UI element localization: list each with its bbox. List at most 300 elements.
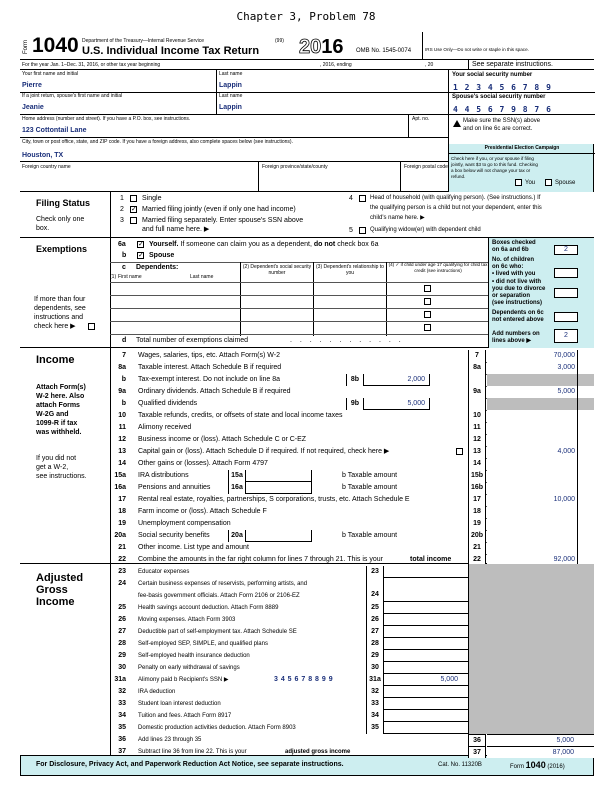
agi-line-box-label: 29: [366, 650, 384, 662]
footer-form-num: 1040: [525, 760, 546, 770]
tax-year-20: , 20: [425, 62, 434, 68]
agi-line-num: 26: [118, 616, 126, 623]
ex-not-lived-box[interactable]: [554, 288, 578, 298]
income-line-num: 9a: [118, 388, 126, 395]
income-right-line-label: [468, 374, 486, 386]
ex-r1: Boxes checked: [492, 240, 536, 246]
agi-amount-field[interactable]: [384, 566, 468, 578]
income-amount-field[interactable]: 10,000: [487, 494, 577, 506]
income-amount-field[interactable]: 5,000: [487, 386, 577, 398]
line-13-checkbox[interactable]: [456, 448, 463, 455]
agi-line-box-label: 23: [366, 566, 384, 578]
agi-title-2: Gross: [36, 584, 68, 596]
total-income-bold: total income: [410, 556, 452, 563]
dep-1-ctc-checkbox[interactable]: [424, 285, 431, 292]
fs-qw-checkbox[interactable]: [359, 227, 366, 234]
income-cents-field[interactable]: [577, 482, 594, 494]
agi-line-num: 33: [118, 700, 126, 707]
form-footer: [20, 756, 594, 776]
ex-col3-header: (3) Dependent's relationship to you: [316, 264, 384, 276]
agi-section: [20, 564, 594, 756]
income-cents-field[interactable]: [577, 362, 594, 374]
income-cents-field[interactable]: [577, 350, 594, 362]
ex-total-value[interactable]: 2: [554, 329, 578, 343]
income-amount-field[interactable]: [487, 434, 577, 446]
check-icon: ✓: [138, 241, 144, 248]
fs-hoh-label-2: the qualifying person is a child but not your dependent, enter this: [370, 205, 542, 211]
ex-6a-num: 6a: [118, 241, 126, 248]
agi-line-num: 27: [118, 628, 126, 635]
ex-side-3: instructions and: [34, 314, 84, 321]
fs-mfj-checkbox[interactable]: [130, 206, 137, 213]
agi-line-text: Educator expenses: [138, 569, 190, 575]
fs-qw-label: Qualifying widow(er) with dependent child: [370, 227, 481, 233]
foreign-country-label: Foreign country name: [22, 164, 71, 170]
income-line-text: Business income or (loss). Attach Schedule C or C-EZ: [138, 436, 307, 443]
income-line-text: Farm income or (loss). Attach Schedule F: [138, 508, 267, 515]
agi-amount-field[interactable]: 5,000: [384, 674, 468, 686]
agi-amount-field[interactable]: [384, 686, 468, 698]
income-line-num: 19: [118, 520, 126, 527]
fs-hoh-label-3: child's name here. ▶: [370, 215, 425, 221]
spouse-last-name-field[interactable]: Lappin: [219, 104, 242, 111]
inline-line-label: 15a: [228, 470, 246, 482]
dept-label: Department of the Treasury—Internal Revenue Service: [82, 38, 205, 44]
form-number: 1040: [32, 34, 79, 57]
spouse-ssn-field[interactable]: 4 4 5 6 7 9 8 7 6: [453, 105, 552, 114]
agi-36-num: 36: [118, 736, 126, 743]
agi-line-box-label: 33: [366, 698, 384, 710]
income-line-text: IRA distributions: [138, 472, 189, 479]
income-right-line-label: 17: [468, 494, 486, 506]
agi-line-text: Deductible part of self-employment tax. Attach Schedule SE: [138, 629, 297, 635]
inline-line-label: 16a: [228, 482, 246, 494]
page-title: Chapter 3, Problem 78: [236, 10, 376, 23]
last-name-label: Last name: [219, 71, 243, 77]
spouse-last-name-label: Last name: [219, 93, 243, 99]
agi-amount-field[interactable]: [384, 650, 468, 662]
agi-37-text: Subtract line 36 from line 22. This is your: [138, 749, 247, 755]
ex-col1-last: Last name: [190, 274, 214, 280]
see-separate-instructions: See separate instructions.: [472, 61, 553, 68]
agi-36-amount[interactable]: 5,000: [487, 734, 594, 746]
apt-label: Apt. no.: [412, 116, 430, 122]
income-line-text: Pensions and annuities: [138, 484, 211, 491]
income-cents-field: [577, 398, 594, 410]
inline-amount-field[interactable]: [246, 470, 312, 482]
fs-2-num: 2: [120, 206, 124, 213]
ex-yourself-checkbox[interactable]: [137, 241, 144, 248]
income-line-num: 20a: [114, 532, 126, 539]
income-line-num: b: [121, 376, 126, 383]
income-line-text: Taxable interest. Attach Schedule B if required: [138, 364, 282, 371]
spouse-first-name-label: If a joint return, spouse's first name and initial: [22, 93, 123, 99]
income-line-text: Tax-exempt interest. Do not include on line 8a: [138, 376, 281, 383]
address-field[interactable]: 123 Cottontail Lane: [22, 127, 87, 134]
agi-line-text: Self-employed health insurance deduction: [138, 653, 250, 659]
income-cents-field[interactable]: [577, 542, 594, 554]
agi-37-num: 37: [118, 748, 126, 755]
agi-line-box-label: 31a: [366, 674, 384, 686]
ssn-note-2: and on line 6c are correct.: [463, 126, 533, 132]
income-right-line-label: 13: [468, 446, 486, 458]
footer-year: (2016): [547, 764, 565, 770]
income-line-text: Qualified dividends: [138, 400, 198, 407]
inline-line-label: 20a: [228, 530, 246, 542]
taxable-amount-label: b Taxable amount: [342, 472, 398, 479]
pec-text-3: a box below will not change your tax or: [451, 168, 531, 173]
income-amount-field[interactable]: [487, 458, 577, 470]
income-right-line-label: 18: [468, 506, 486, 518]
ex-col1-num: (1): [110, 274, 117, 280]
check-only-one: Check only one: [36, 216, 85, 223]
income-side-4: W-2G and: [36, 411, 69, 418]
agi-amount-field[interactable]: [384, 602, 468, 614]
income-cents-field[interactable]: [577, 530, 594, 542]
agi-line-text: Certain business expenses of reservists, performing artists, and: [138, 581, 308, 587]
ex-side-2: dependents, see: [34, 305, 86, 312]
ex-lived-with-box[interactable]: [554, 268, 578, 278]
ex-col1-first: First name: [118, 274, 142, 280]
ex-dependents-label: Dependents:: [136, 264, 179, 271]
agi-title-3: Income: [36, 596, 75, 608]
agi-amount-field[interactable]: [384, 638, 468, 650]
ex-r13: lines above ▶: [492, 338, 531, 344]
footer-cat: Cat. No. 11320B: [438, 762, 482, 768]
agi-gray-block: [468, 564, 594, 734]
pec-spouse-label: Spouse: [555, 180, 576, 186]
agi-36-label: 36: [468, 734, 486, 746]
agi-line-box-label: 24: [366, 578, 384, 602]
agi-line-num: 25: [118, 604, 126, 611]
income-amount-field[interactable]: 70,000: [487, 350, 577, 362]
income-line-text: Alimony received: [138, 424, 192, 431]
income-line-num: 12: [118, 436, 126, 443]
agi-line-text: Alimony paid b Recipient's SSN ▶: [138, 677, 229, 683]
ex-spouse-checkbox[interactable]: [137, 252, 144, 259]
agi-line-box-label: 35: [366, 722, 384, 734]
form-word: Form: [23, 40, 29, 54]
income-side-2: W-2 here. Also: [36, 393, 85, 400]
income-cents-field[interactable]: [577, 470, 594, 482]
agi-line-num: 32: [118, 688, 126, 695]
income-amount-field[interactable]: [487, 470, 577, 482]
ex-r10: Dependents on 6c: [492, 310, 544, 316]
spouse-first-name-field[interactable]: Jeanie: [22, 104, 44, 111]
income-section: [20, 348, 594, 564]
ssn-label: Your social security number: [452, 72, 533, 78]
income-cents-field[interactable]: [577, 434, 594, 446]
agi-line-text-2: fee-basis government officials. Attach Form 2106 or 2106-EZ: [138, 593, 300, 599]
income-cents-field[interactable]: [577, 422, 594, 434]
fs-mfj-label: Married filing jointly (even if only one had income): [142, 206, 296, 213]
income-amount-field[interactable]: [487, 506, 577, 518]
ex-yourself-label: Yourself.: [149, 241, 179, 248]
income-side-1: Attach Form(s): [36, 384, 86, 391]
form-title: U.S. Individual Income Tax Return: [82, 45, 260, 57]
income-line-text: Combine the amounts in the far right column for lines 7 through 21. This is your: [138, 556, 383, 563]
check-icon: ✓: [131, 206, 137, 213]
agi-line-num: 35: [118, 724, 126, 731]
ex-r9: (see instructions): [492, 300, 543, 306]
foreign-postal-label: Foreign postal code: [404, 164, 448, 170]
income-side-9: see instructions.: [36, 473, 87, 480]
income-line-num: 18: [118, 508, 126, 515]
income-line-text: Ordinary dividends. Attach Schedule B if required: [138, 388, 291, 395]
income-right-line-label: [468, 398, 486, 410]
agi-amount-field[interactable]: [384, 626, 468, 638]
ex-side-4: check here ▶: [34, 323, 76, 330]
agi-line-num: 28: [118, 640, 126, 647]
income-cents-field[interactable]: [577, 410, 594, 422]
agi-line-box-label: 34: [366, 710, 384, 722]
address-label: Home address (number and street). If you have a P.O. box, see instructions.: [22, 116, 191, 122]
agi-line-num: 31a: [114, 676, 126, 683]
income-title: Income: [36, 354, 75, 366]
ex-r6: • did not live with: [492, 279, 542, 285]
income-cents-field[interactable]: [577, 458, 594, 470]
income-line-text: Taxable refunds, credits, or offsets of state and local income taxes: [138, 412, 343, 419]
income-line-num: 14: [118, 460, 126, 467]
income-cents-field[interactable]: [577, 446, 594, 458]
agi-amount-field[interactable]: [384, 722, 468, 734]
income-side-3: attach Forms: [36, 402, 80, 409]
fs-single-label: Single: [142, 195, 162, 202]
ex-6b-num: b: [122, 252, 127, 259]
ex-r8: or separation: [492, 293, 531, 299]
ex-total-label: Total number of exemptions claimed: [136, 337, 249, 344]
ex-r11: not entered above: [492, 317, 544, 323]
ssn-field[interactable]: 1 2 3 4 5 6 7 8 9: [453, 83, 552, 92]
income-amount-field[interactable]: [487, 530, 577, 542]
first-name-field[interactable]: Pierre: [22, 82, 42, 89]
income-side-7: If you did not: [36, 455, 77, 462]
fs-single-checkbox[interactable]: [130, 195, 137, 202]
ex-do-not: do not: [313, 241, 336, 248]
exemptions-title: Exemptions: [36, 244, 88, 254]
fs-mfs-label: Married filing separately. Enter spouse's SSN above: [142, 217, 304, 224]
agi-37-label: 37: [468, 746, 486, 758]
fs-3-num: 3: [120, 217, 124, 224]
filing-status-section: [20, 192, 594, 238]
income-right-line-label: 15b: [468, 470, 486, 482]
income-line-num: b: [121, 400, 126, 407]
agi-line-num: 24: [118, 580, 126, 587]
income-cents-field[interactable]: [577, 386, 594, 398]
income-line-text: Other income. List type and amount: [138, 544, 249, 551]
ex-other-deps-box[interactable]: [554, 312, 578, 322]
fs-1-num: 1: [120, 195, 124, 202]
city-field[interactable]: Houston, TX: [22, 152, 64, 159]
form-header: [20, 32, 594, 60]
pec-text-1: Check here if you, or your spouse if filing: [451, 156, 534, 161]
footer-form-word: Form: [510, 764, 524, 770]
income-amount-field[interactable]: [487, 482, 577, 494]
agi-line-num: 29: [118, 652, 126, 659]
income-line-text: Social security benefits: [138, 532, 210, 539]
agi-line-num: 34: [118, 712, 126, 719]
agi-line-box-label: 28: [366, 638, 384, 650]
warning-triangle-icon: [453, 120, 461, 127]
inline-line-label: 8b: [346, 374, 364, 386]
agi-line-text: Moving expenses. Attach Form 3903: [138, 617, 236, 623]
agi-amount-field[interactable]: [384, 614, 468, 626]
tax-year-line: For the year Jan. 1–Dec. 31, 2016, or other tax year beginning: [22, 62, 161, 68]
pec-spouse-checkbox[interactable]: [545, 179, 552, 186]
income-right-line-label: 10: [468, 410, 486, 422]
ex-6c-num: c: [122, 264, 126, 271]
dep-2-ctc-checkbox[interactable]: [424, 298, 431, 305]
agi-line-text: Self-employed SEP, SIMPLE, and qualified plans: [138, 641, 268, 647]
agi-line-text: Health savings account deduction. Attach Form 8889: [138, 605, 279, 611]
agi-line-box-label: 27: [366, 626, 384, 638]
ex-r12: Add numbers on: [492, 331, 540, 337]
agi-amount-field[interactable]: [384, 698, 468, 710]
income-cents-field: [577, 374, 594, 386]
inline-amount-field[interactable]: [246, 482, 312, 494]
agi-amount-field[interactable]: [384, 710, 468, 722]
recipient-ssn-field[interactable]: 3 4 5 6 7 8 8 9 9: [274, 676, 334, 683]
dep-4-ctc-checkbox[interactable]: [424, 324, 431, 331]
taxable-amount-label: b Taxable amount: [342, 532, 398, 539]
ex-side-1: If more than four: [34, 296, 86, 303]
income-right-line-label: 16b: [468, 482, 486, 494]
pec-you-label: You: [525, 180, 536, 186]
income-line-num: 17: [118, 496, 126, 503]
income-line-text: Wages, salaries, tips, etc. Attach Form(s) W-2: [138, 352, 280, 359]
income-line-num: 13: [118, 448, 126, 455]
agi-line-text: Penalty on early withdrawal of savings: [138, 665, 240, 671]
income-cents-field[interactable]: [577, 494, 594, 506]
filing-status-title: Filing Status: [36, 198, 90, 208]
income-amount-field[interactable]: [487, 518, 577, 530]
check-icon: ✓: [138, 252, 144, 259]
agi-line-box-label: 30: [366, 662, 384, 674]
pec-you-checkbox[interactable]: [515, 179, 522, 186]
fs-hoh-checkbox[interactable]: [359, 195, 366, 202]
income-right-line-label: 8a: [468, 362, 486, 374]
income-right-line-label: 19: [468, 518, 486, 530]
income-line-text: Other gains or (losses). Attach Form 4797: [138, 460, 268, 467]
exemptions-section: [20, 238, 594, 348]
income-amount-field[interactable]: [487, 422, 577, 434]
income-line-num: 10: [118, 412, 126, 419]
inline-line-label: 9b: [346, 398, 364, 410]
dep-3-ctc-checkbox[interactable]: [424, 311, 431, 318]
agi-37-bold: adjusted gross income: [285, 749, 351, 755]
income-cents-field[interactable]: [577, 518, 594, 530]
income-line-num: 15a: [114, 472, 126, 479]
agi-amount-field[interactable]: [384, 662, 468, 674]
ex-yourself-end: check box 6a: [337, 241, 379, 248]
pec-text-2: jointly, want $3 to go to this fund. Checking: [451, 162, 538, 167]
income-amount-field[interactable]: [487, 410, 577, 422]
agi-line-text: Domestic production activities deduction. Attach Form 8903: [138, 725, 296, 731]
income-amount-field: [487, 374, 577, 386]
agi-line-num: 23: [118, 568, 126, 575]
footer-notice: For Disclosure, Privacy Act, and Paperwork Reduction Act Notice, see separate instructions.: [36, 761, 344, 768]
income-right-line-label: 20b: [468, 530, 486, 542]
income-side-8: get a W-2,: [36, 464, 69, 471]
year-suffix: 16: [321, 36, 344, 58]
income-right-line-label: 22: [468, 554, 486, 566]
spouse-ssn-label: Spouse's social security number: [452, 94, 546, 100]
city-label: City, town or post office, state, and ZIP code. If you have a foreign address, also complete spaces below (see instructions).: [22, 139, 293, 145]
income-line-text: Rental real estate, royalties, partnerships, S corporations, trusts, etc. Attach Schedule E: [138, 496, 410, 503]
presidential-campaign: [448, 144, 594, 192]
income-line-num: 21: [118, 544, 126, 551]
fs-mfs-label-2: and full name here. ▶: [142, 226, 210, 233]
ex-r4: on 6c who:: [492, 264, 524, 270]
agi-36-text: Add lines 23 through 35: [138, 737, 202, 743]
fs-5-num: 5: [349, 227, 353, 234]
agi-line-text: Tuition and fees. Attach Form 8917: [138, 713, 232, 719]
income-line-num: 11: [118, 424, 126, 431]
ex-r5: • lived with you: [492, 271, 536, 277]
agi-line-box-label: 25: [366, 602, 384, 614]
income-amount-field[interactable]: [487, 542, 577, 554]
tax-year-ending: , 2016, ending: [320, 62, 352, 68]
agi-line-text: IRA deduction: [138, 689, 176, 695]
agi-line-num: 30: [118, 664, 126, 671]
income-line-num: 16a: [114, 484, 126, 491]
income-side-6: was withheld.: [36, 429, 82, 436]
income-line-num: 7: [122, 352, 126, 359]
agi-title-1: Adjusted: [36, 572, 84, 584]
inline-amount-field[interactable]: 5,000: [364, 398, 430, 410]
income-right-line-label: 11: [468, 422, 486, 434]
year-prefix: 20: [299, 36, 322, 58]
agi-line-box-label: 32: [366, 686, 384, 698]
ex-col2-header: (2) Dependent's social security number: [242, 264, 312, 276]
pec-title: Presidential Election Campaign: [484, 145, 560, 151]
income-right-line-label: 14: [468, 458, 486, 470]
ex-r7: you due to divorce: [492, 286, 546, 292]
identity-block: [20, 70, 448, 162]
income-right-line-label: 9a: [468, 386, 486, 398]
code-99: (99): [275, 38, 284, 44]
ex-boxes-checked-value[interactable]: 2: [554, 245, 578, 255]
taxable-amount-label: b Taxable amount: [342, 484, 398, 491]
omb-number: OMB No. 1545-0074: [356, 48, 412, 54]
income-line-text: Capital gain or (loss). Attach Schedule D if required. If not required, check here ▶: [138, 448, 390, 455]
income-amount-field[interactable]: 3,000: [487, 362, 577, 374]
ex-col4-header: (4) ✓ if child under age 17 qualifying for child tax credit (see instructions): [388, 262, 488, 273]
fs-mfs-checkbox[interactable]: [130, 217, 137, 224]
income-amount-field[interactable]: 4,000: [487, 446, 577, 458]
income-line-num: 8a: [118, 364, 126, 371]
income-amount-field[interactable]: 92,000: [487, 554, 577, 566]
agi-37-amount[interactable]: 87,000: [487, 746, 594, 758]
inline-amount-field[interactable]: [246, 530, 312, 542]
ex-total-dots: . . . . . . . . . . . .: [290, 337, 404, 344]
income-right-line-label: 21: [468, 542, 486, 554]
inline-amount-field[interactable]: 2,000: [364, 374, 430, 386]
last-name-field[interactable]: Lappin: [219, 82, 242, 89]
pec-text-4: refund.: [451, 174, 466, 179]
income-right-line-label: 7: [468, 350, 486, 362]
income-amount-field: [487, 398, 577, 410]
first-name-label: Your first name and initial: [22, 71, 78, 77]
ex-more-dependents-checkbox[interactable]: [88, 323, 95, 330]
income-right-line-label: 12: [468, 434, 486, 446]
agi-line-text: Student loan interest deduction: [138, 701, 221, 707]
agi-amount-field[interactable]: [384, 578, 468, 602]
income-side-5: 1099-R if tax: [36, 420, 78, 427]
income-cents-field[interactable]: [577, 506, 594, 518]
fs-hoh-label: Head of household (with qualifying person). (See instructions.) If: [370, 195, 541, 201]
foreign-province-label: Foreign province/state/county: [262, 164, 328, 170]
